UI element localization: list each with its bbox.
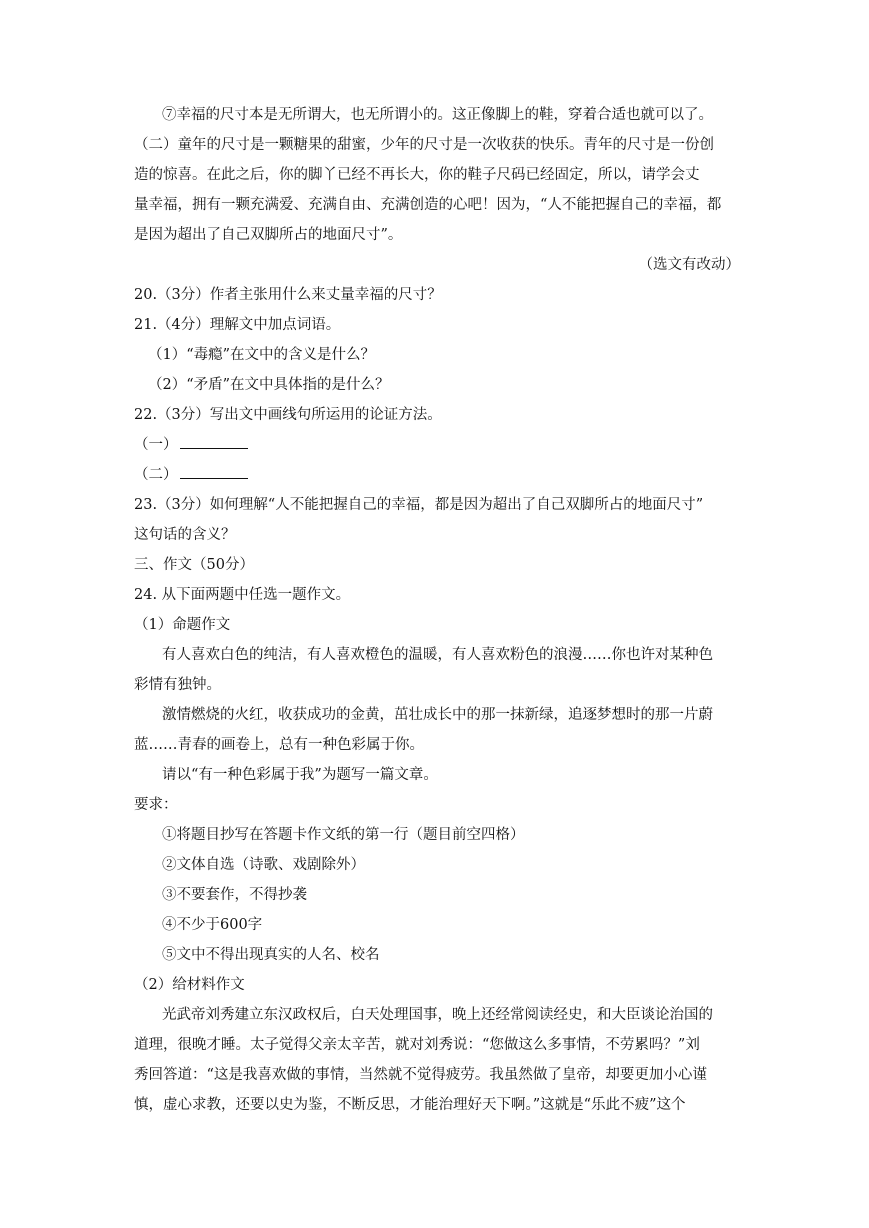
answer-blank-label: （二） bbox=[134, 467, 178, 483]
answer-blank-line bbox=[180, 464, 248, 479]
paragraph-line: 量幸福，拥有一颗充满爱、充满自由、充满创造的心吧！因为，“人不能把握自己的幸福，都 bbox=[134, 197, 722, 213]
paragraph-line: 慎，虚心求教，还要以史为鉴，不断反思，才能治理好天下啊。”这就是“乐此不疲”这个 bbox=[134, 1097, 686, 1113]
question-21-part-1: （1）“毒瘾”在文中的含义是什么？ bbox=[148, 347, 376, 363]
question-22: 22.（3分）写出文中画线句所运用的论证方法。 bbox=[134, 407, 442, 423]
question-24: 24. 从下面两题中任选一题作文。 bbox=[134, 587, 351, 603]
paragraph-line: 蓝……青春的画卷上，总有一种色彩属于你。 bbox=[134, 737, 424, 753]
prompt-line: 请以“有一种色彩属于我”为题写一篇文章。 bbox=[162, 767, 438, 783]
answer-blank-label: （一） bbox=[134, 437, 178, 453]
answer-blank-2 bbox=[134, 460, 740, 490]
question-20: 20.（3分）作者主张用什么来丈量幸福的尺寸？ bbox=[134, 287, 442, 303]
paragraph-line: （二）童年的尺寸是一颗糖果的甜蜜，少年的尺寸是一次收获的快乐。青年的尺寸是一份创 bbox=[134, 137, 714, 153]
paragraph-line: 有人喜欢白色的纯洁，有人喜欢橙色的温暖，有人喜欢粉色的浪漫……你也许对某种色 bbox=[162, 647, 713, 663]
answer-blank-1 bbox=[134, 430, 740, 460]
question-21-part-2: （2）“矛盾”在文中具体指的是什么？ bbox=[148, 377, 390, 393]
paragraph-line: 激情燃烧的火红，收获成功的金黄，茁壮成长中的那一抹新绿，追逐梦想时的那一片蔚 bbox=[162, 707, 713, 723]
requirement-item: ②文体自选（诗歌、戏剧除外） bbox=[162, 857, 365, 873]
answer-blank-line bbox=[180, 434, 248, 449]
paragraph-line: 造的惊喜。在此之后，你的脚丫已经不再长大，你的鞋子尺码已经固定，所以，请学会丈 bbox=[134, 167, 700, 183]
paragraph-line: 是因为超出了自己双脚所占的地面尺寸”。 bbox=[134, 227, 403, 243]
question-23: 23.（3分）如何理解“人不能把握自己的幸福，都是因为超出了自己双脚所占的地面尺寸” bbox=[134, 497, 704, 513]
paragraph-line: 道理，很晚才睡。太子觉得父亲太辛苦，就对刘秀说：“您做这么多事情，不劳累吗？”刘 bbox=[134, 1037, 700, 1053]
requirement-item: ③不要套作，不得抄袭 bbox=[162, 887, 307, 903]
source-note: （选文有改动） bbox=[638, 257, 740, 273]
requirement-item: ⑤文中不得出现真实的人名、校名 bbox=[162, 947, 380, 963]
paragraph-line: 彩情有独钟。 bbox=[134, 677, 221, 693]
option-2-heading: （2）给材料作文 bbox=[134, 977, 245, 993]
option-1-heading: （1）命题作文 bbox=[134, 617, 231, 633]
question-23-continued: 这句话的含义？ bbox=[134, 527, 236, 543]
paragraph-line: ⑦幸福的尺寸本是无所谓大，也无所谓小的。这正像脚上的鞋，穿着合适也就可以了。 bbox=[162, 107, 713, 123]
requirement-item: ④不少于600字 bbox=[162, 917, 263, 933]
section-heading: 三、作文（50分） bbox=[134, 557, 254, 573]
paragraph-line: 秀回答道：“这是我喜欢做的事情，当然就不觉得疲劳。我虽然做了皇帝，却要更加小心谨 bbox=[134, 1067, 707, 1083]
requirement-item: ①将题目抄写在答题卡作文纸的第一行（题目前空四格） bbox=[162, 827, 525, 843]
requirements-heading: 要求： bbox=[134, 797, 178, 813]
question-21: 21.（4分）理解文中加点词语。 bbox=[134, 317, 341, 333]
paragraph-line: 光武帝刘秀建立东汉政权后，白天处理国事，晚上还经常阅读经史，和大臣谈论治国的 bbox=[162, 1007, 713, 1023]
